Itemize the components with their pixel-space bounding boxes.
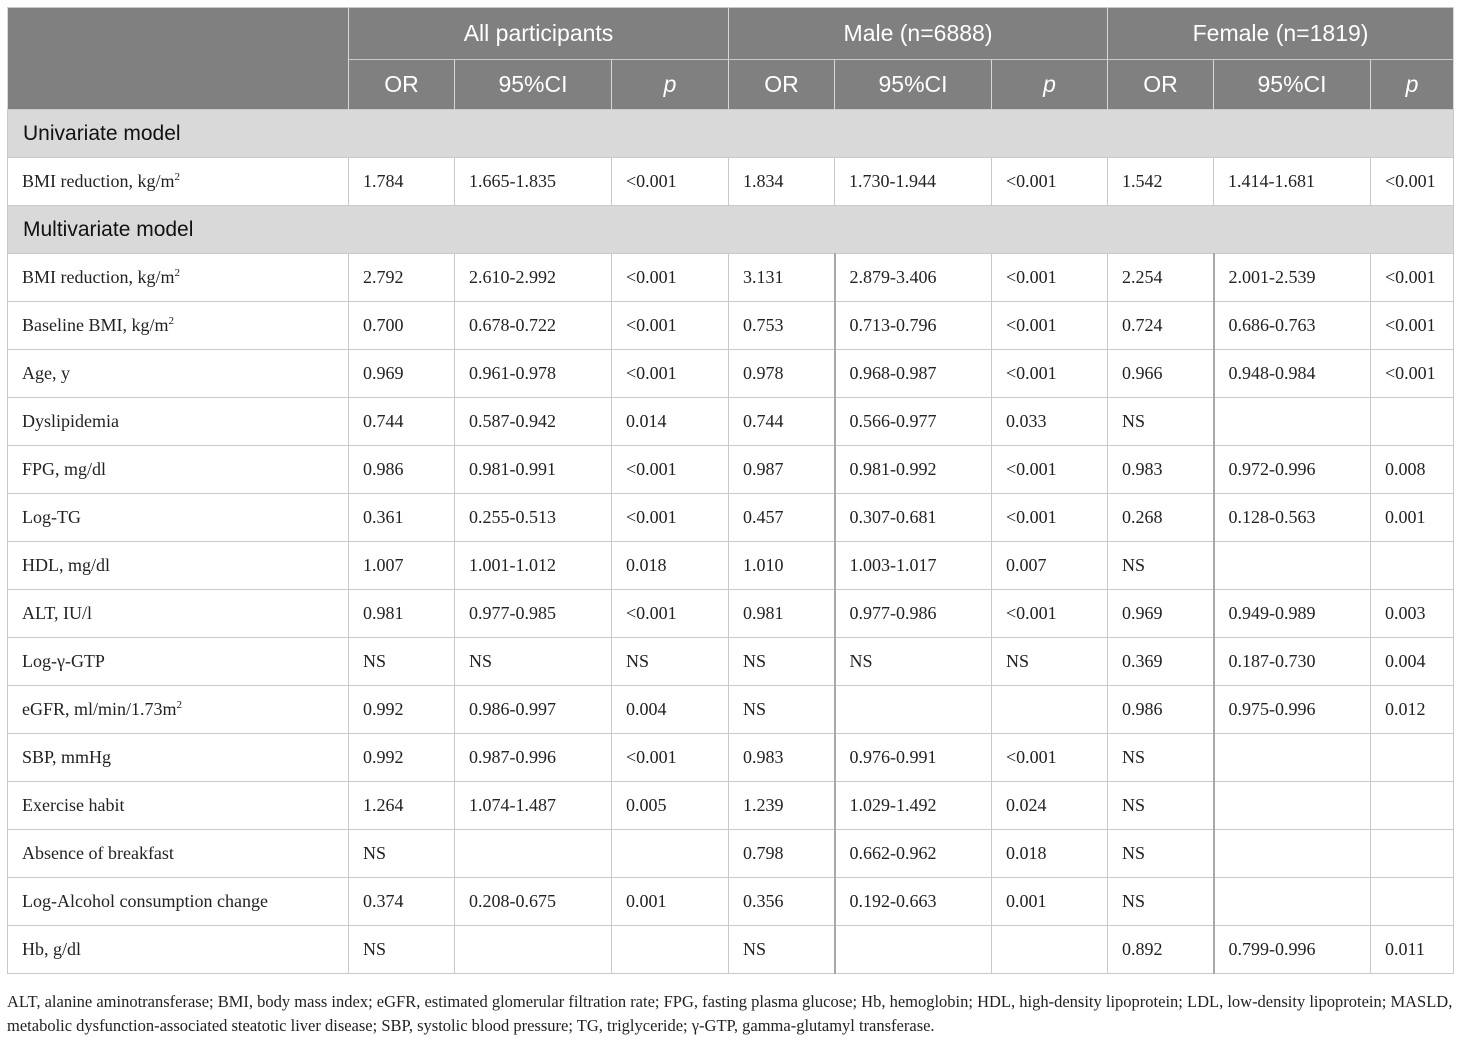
table-cell: 0.208-0.675 bbox=[455, 878, 612, 926]
table-cell: 2.254 bbox=[1108, 254, 1214, 302]
table-cell bbox=[1371, 782, 1454, 830]
table-cell: 0.978 bbox=[729, 350, 835, 398]
table-cell: 0.744 bbox=[349, 398, 455, 446]
table-cell: 0.986 bbox=[349, 446, 455, 494]
row-label-text: Log-TG bbox=[22, 507, 81, 527]
table-cell: 0.981 bbox=[729, 590, 835, 638]
table-cell: NS bbox=[729, 638, 835, 686]
table-cell: 1.003-1.017 bbox=[835, 542, 992, 590]
table-cell bbox=[1214, 878, 1371, 926]
table-cell: 0.686-0.763 bbox=[1214, 302, 1371, 350]
table-cell: 0.268 bbox=[1108, 494, 1214, 542]
table-cell: 0.949-0.989 bbox=[1214, 590, 1371, 638]
table-cell: 0.981-0.992 bbox=[835, 446, 992, 494]
table-cell bbox=[1214, 542, 1371, 590]
table-cell: NS bbox=[455, 638, 612, 686]
section-header-row bbox=[8, 110, 1454, 158]
table-cell: 1.007 bbox=[349, 542, 455, 590]
table-cell: <0.001 bbox=[612, 158, 729, 206]
row-label bbox=[8, 878, 349, 926]
table-cell: 0.187-0.730 bbox=[1214, 638, 1371, 686]
table-cell: NS bbox=[1108, 542, 1214, 590]
table-cell: <0.001 bbox=[612, 302, 729, 350]
table-cell: 0.799-0.996 bbox=[1214, 926, 1371, 974]
table-cell: 0.033 bbox=[992, 398, 1108, 446]
table-cell: 0.001 bbox=[992, 878, 1108, 926]
row-label-superscript: 2 bbox=[168, 315, 174, 327]
row-label-text: HDL, mg/dl bbox=[22, 555, 110, 575]
odds-ratio-table bbox=[7, 7, 1454, 974]
table-cell: <0.001 bbox=[612, 254, 729, 302]
table-cell: 0.969 bbox=[1108, 590, 1214, 638]
table-footnote: ALT, alanine aminotransferase; BMI, body mass index; eGFR, estimated glomerular filtration rate; FPG, fasting plasma glucose; Hb, hemoglobin; HDL, high-density lipoprotein; LDL, low-density lipoprotein; MASLD, metabolic dysfunction-associated steatotic liver disease; SBP, systolic blood pressure; TG, triglyceride; γ-GTP, gamma-glutamyl transferase. bbox=[7, 992, 1453, 1035]
table-cell bbox=[1214, 398, 1371, 446]
table-cell: NS bbox=[349, 830, 455, 878]
subheader-p: p bbox=[612, 60, 729, 110]
subheader-p: p bbox=[1371, 60, 1454, 110]
table-cell: 0.356 bbox=[729, 878, 835, 926]
table-cell: 1.264 bbox=[349, 782, 455, 830]
table-cell: 0.975-0.996 bbox=[1214, 686, 1371, 734]
group-header-male: Male (n=6888) bbox=[729, 8, 1108, 60]
table-cell: 1.074-1.487 bbox=[455, 782, 612, 830]
table-cell: NS bbox=[612, 638, 729, 686]
header-blank-cell bbox=[8, 8, 349, 110]
table-cell: 0.992 bbox=[349, 686, 455, 734]
table-cell: 0.969 bbox=[349, 350, 455, 398]
table-cell: 0.968-0.987 bbox=[835, 350, 992, 398]
row-label-text: BMI reduction, kg/m bbox=[22, 267, 175, 287]
subheader-ci: 95%CI bbox=[1214, 60, 1371, 110]
row-label-text: Log-Alcohol consumption change bbox=[22, 891, 268, 911]
table-row bbox=[8, 446, 1454, 494]
table-cell: 0.012 bbox=[1371, 686, 1454, 734]
subheader-or: OR bbox=[1108, 60, 1214, 110]
table-cell: <0.001 bbox=[612, 494, 729, 542]
row-label-text: Hb, g/dl bbox=[22, 939, 82, 959]
table-cell: 0.983 bbox=[729, 734, 835, 782]
table-cell: NS bbox=[1108, 782, 1214, 830]
table-cell: 0.001 bbox=[612, 878, 729, 926]
table-cell: <0.001 bbox=[1371, 302, 1454, 350]
table-cell: 0.976-0.991 bbox=[835, 734, 992, 782]
table-cell: 0.713-0.796 bbox=[835, 302, 992, 350]
table-cell: 0.892 bbox=[1108, 926, 1214, 974]
table-cell bbox=[1371, 830, 1454, 878]
row-label bbox=[8, 590, 349, 638]
row-label bbox=[8, 734, 349, 782]
table-row bbox=[8, 638, 1454, 686]
group-header-female: Female (n=1819) bbox=[1108, 8, 1454, 60]
table-cell: NS bbox=[835, 638, 992, 686]
row-label-text: Absence of breakfast bbox=[22, 843, 174, 863]
row-label bbox=[8, 158, 349, 206]
table-cell: 0.961-0.978 bbox=[455, 350, 612, 398]
table-cell bbox=[1371, 542, 1454, 590]
table-cell: 0.798 bbox=[729, 830, 835, 878]
row-label bbox=[8, 830, 349, 878]
table-cell: 2.792 bbox=[349, 254, 455, 302]
row-label bbox=[8, 398, 349, 446]
table-cell: NS bbox=[1108, 878, 1214, 926]
table-cell bbox=[992, 926, 1108, 974]
table-cell bbox=[835, 926, 992, 974]
table-cell: 0.662-0.962 bbox=[835, 830, 992, 878]
table-cell: <0.001 bbox=[612, 350, 729, 398]
row-label-text: SBP, mmHg bbox=[22, 747, 112, 767]
table-cell: <0.001 bbox=[1371, 350, 1454, 398]
table-cell: 1.784 bbox=[349, 158, 455, 206]
subheader-p: p bbox=[992, 60, 1108, 110]
table-cell bbox=[612, 926, 729, 974]
row-label bbox=[8, 686, 349, 734]
subheader-ci: 95%CI bbox=[835, 60, 992, 110]
table-row bbox=[8, 158, 1454, 206]
results-table-container bbox=[7, 7, 1453, 974]
table-cell: 2.001-2.539 bbox=[1214, 254, 1371, 302]
subheader-or: OR bbox=[729, 60, 835, 110]
table-cell: 0.744 bbox=[729, 398, 835, 446]
row-label-text: BMI reduction, kg/m bbox=[22, 171, 175, 191]
row-label-text: FPG, mg/dl bbox=[22, 459, 107, 479]
subheader-ci: 95%CI bbox=[455, 60, 612, 110]
table-row bbox=[8, 686, 1454, 734]
table-cell: 0.566-0.977 bbox=[835, 398, 992, 446]
row-label bbox=[8, 254, 349, 302]
table-cell: 0.014 bbox=[612, 398, 729, 446]
table-cell: 0.011 bbox=[1371, 926, 1454, 974]
table-cell: 0.678-0.722 bbox=[455, 302, 612, 350]
table-cell: NS bbox=[729, 686, 835, 734]
table-cell: <0.001 bbox=[992, 254, 1108, 302]
table-row bbox=[8, 398, 1454, 446]
section-header-row bbox=[8, 206, 1454, 254]
table-cell: 0.948-0.984 bbox=[1214, 350, 1371, 398]
table-cell: <0.001 bbox=[612, 446, 729, 494]
table-cell: 0.983 bbox=[1108, 446, 1214, 494]
row-label bbox=[8, 494, 349, 542]
table-cell: <0.001 bbox=[1371, 158, 1454, 206]
table-cell: 0.008 bbox=[1371, 446, 1454, 494]
table-cell: NS bbox=[349, 926, 455, 974]
table-cell: 0.972-0.996 bbox=[1214, 446, 1371, 494]
table-cell: 0.987-0.996 bbox=[455, 734, 612, 782]
table-cell: 0.024 bbox=[992, 782, 1108, 830]
table-cell bbox=[1214, 734, 1371, 782]
group-header-all: All participants bbox=[349, 8, 729, 60]
row-label-superscript: 2 bbox=[174, 267, 180, 279]
table-cell: 0.700 bbox=[349, 302, 455, 350]
row-label bbox=[8, 926, 349, 974]
row-label bbox=[8, 302, 349, 350]
table-cell: <0.001 bbox=[992, 302, 1108, 350]
table-row bbox=[8, 590, 1454, 638]
table-cell: 0.992 bbox=[349, 734, 455, 782]
table-header bbox=[8, 8, 1454, 110]
table-row bbox=[8, 734, 1454, 782]
row-label bbox=[8, 446, 349, 494]
table-cell: 0.361 bbox=[349, 494, 455, 542]
row-label bbox=[8, 638, 349, 686]
table-cell: 0.374 bbox=[349, 878, 455, 926]
table-cell: 1.542 bbox=[1108, 158, 1214, 206]
table-cell bbox=[455, 830, 612, 878]
table-cell: 0.192-0.663 bbox=[835, 878, 992, 926]
table-cell: 0.986-0.997 bbox=[455, 686, 612, 734]
table-cell: 0.987 bbox=[729, 446, 835, 494]
table-cell: 0.977-0.986 bbox=[835, 590, 992, 638]
table-cell: 0.007 bbox=[992, 542, 1108, 590]
table-cell: 1.001-1.012 bbox=[455, 542, 612, 590]
table-cell: 0.753 bbox=[729, 302, 835, 350]
row-label-text: eGFR, ml/min/1.73m bbox=[22, 699, 177, 719]
table-cell: 0.018 bbox=[612, 542, 729, 590]
table-cell: 0.018 bbox=[992, 830, 1108, 878]
table-cell bbox=[1371, 398, 1454, 446]
table-cell: NS bbox=[1108, 398, 1214, 446]
table-cell: <0.001 bbox=[992, 446, 1108, 494]
table-cell: 1.834 bbox=[729, 158, 835, 206]
table-cell: <0.001 bbox=[612, 734, 729, 782]
table-cell: 0.004 bbox=[1371, 638, 1454, 686]
row-label-superscript: 2 bbox=[176, 699, 183, 711]
table-cell: 3.131 bbox=[729, 254, 835, 302]
table-cell: 0.966 bbox=[1108, 350, 1214, 398]
table-cell bbox=[1371, 878, 1454, 926]
row-label bbox=[8, 542, 349, 590]
table-cell: NS bbox=[729, 926, 835, 974]
table-cell bbox=[1214, 830, 1371, 878]
table-cell: NS bbox=[1108, 734, 1214, 782]
table-row bbox=[8, 350, 1454, 398]
table-cell: 0.003 bbox=[1371, 590, 1454, 638]
table-cell: <0.001 bbox=[1371, 254, 1454, 302]
table-cell: 1.665-1.835 bbox=[455, 158, 612, 206]
table-cell: 1.029-1.492 bbox=[835, 782, 992, 830]
table-cell: 0.981 bbox=[349, 590, 455, 638]
table-cell: 0.724 bbox=[1108, 302, 1214, 350]
table-cell bbox=[612, 830, 729, 878]
table-cell: 0.255-0.513 bbox=[455, 494, 612, 542]
table-cell: 2.879-3.406 bbox=[835, 254, 992, 302]
table-row bbox=[8, 494, 1454, 542]
row-label-text: ALT, IU/l bbox=[22, 603, 92, 623]
table-cell: <0.001 bbox=[992, 734, 1108, 782]
table-cell: 1.414-1.681 bbox=[1214, 158, 1371, 206]
table-cell: NS bbox=[1108, 830, 1214, 878]
row-label-text: Exercise habit bbox=[22, 795, 125, 815]
row-label bbox=[8, 350, 349, 398]
table-cell bbox=[992, 686, 1108, 734]
table-cell: 0.587-0.942 bbox=[455, 398, 612, 446]
table-cell: 0.128-0.563 bbox=[1214, 494, 1371, 542]
table-cell: 1.239 bbox=[729, 782, 835, 830]
table-cell: 2.610-2.992 bbox=[455, 254, 612, 302]
table-cell: NS bbox=[992, 638, 1108, 686]
table-cell: 0.457 bbox=[729, 494, 835, 542]
table-cell: 0.004 bbox=[612, 686, 729, 734]
table-row bbox=[8, 878, 1454, 926]
table-row bbox=[8, 302, 1454, 350]
table-cell: 0.977-0.985 bbox=[455, 590, 612, 638]
subheader-or: OR bbox=[349, 60, 455, 110]
row-label bbox=[8, 782, 349, 830]
table-cell: <0.001 bbox=[992, 158, 1108, 206]
section-title: Univariate model bbox=[8, 110, 1454, 158]
table-cell bbox=[1371, 734, 1454, 782]
row-label-superscript: 2 bbox=[174, 171, 180, 183]
table-row bbox=[8, 926, 1454, 974]
table-cell: 0.981-0.991 bbox=[455, 446, 612, 494]
section-title: Multivariate model bbox=[8, 206, 1454, 254]
table-cell: <0.001 bbox=[992, 590, 1108, 638]
table-cell: 0.369 bbox=[1108, 638, 1214, 686]
row-label-text: Age, y bbox=[22, 363, 70, 383]
table-row bbox=[8, 782, 1454, 830]
row-label-text: Log-γ-GTP bbox=[22, 651, 105, 671]
table-cell: 0.001 bbox=[1371, 494, 1454, 542]
table-cell: NS bbox=[349, 638, 455, 686]
table-row bbox=[8, 542, 1454, 590]
table-cell bbox=[835, 686, 992, 734]
table-cell: 1.010 bbox=[729, 542, 835, 590]
table-cell: <0.001 bbox=[992, 494, 1108, 542]
table-cell bbox=[1214, 782, 1371, 830]
table-cell: 0.986 bbox=[1108, 686, 1214, 734]
table-row bbox=[8, 254, 1454, 302]
table-cell: 0.307-0.681 bbox=[835, 494, 992, 542]
table-cell: <0.001 bbox=[992, 350, 1108, 398]
table-cell: 1.730-1.944 bbox=[835, 158, 992, 206]
table-body bbox=[8, 110, 1454, 974]
table-cell: <0.001 bbox=[612, 590, 729, 638]
table-row bbox=[8, 830, 1454, 878]
row-label-text: Baseline BMI, kg/m bbox=[22, 315, 169, 335]
table-cell: 0.005 bbox=[612, 782, 729, 830]
row-label-text: Dyslipidemia bbox=[22, 411, 119, 431]
table-cell bbox=[455, 926, 612, 974]
